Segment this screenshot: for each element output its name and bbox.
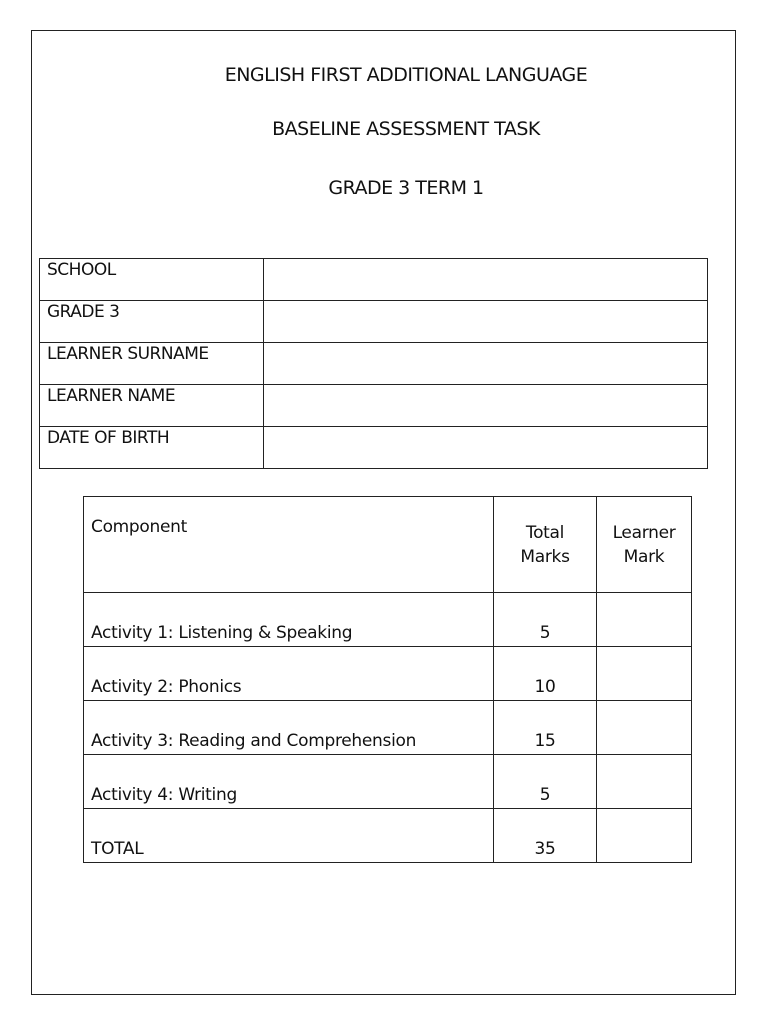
learner-name-field[interactable] bbox=[264, 385, 708, 427]
learner-info-row-grade bbox=[40, 301, 708, 343]
activity-1-learner-mark[interactable] bbox=[597, 593, 692, 647]
activity-2-total: 10 bbox=[494, 647, 597, 701]
date-of-birth-label: DATE OF BIRTH bbox=[40, 427, 264, 469]
marks-table bbox=[83, 496, 692, 863]
activity-2-learner-mark[interactable] bbox=[597, 647, 692, 701]
activity-1-total: 5 bbox=[494, 593, 597, 647]
grade-term: GRADE 3 TERM 1 bbox=[328, 177, 484, 199]
grade-field[interactable] bbox=[264, 301, 708, 343]
activity-4-learner-mark[interactable] bbox=[597, 755, 692, 809]
school-label: SCHOOL bbox=[40, 259, 264, 301]
total-learner-mark[interactable] bbox=[597, 809, 692, 863]
activity-3-learner-mark[interactable] bbox=[597, 701, 692, 755]
marks-header-row bbox=[84, 497, 692, 593]
table-row bbox=[84, 647, 692, 701]
activity-2-component: Activity 2: Phonics bbox=[84, 647, 494, 701]
learner-info-row-dob bbox=[40, 427, 708, 469]
learner-name-label: LEARNER NAME bbox=[40, 385, 264, 427]
date-of-birth-field[interactable] bbox=[264, 427, 708, 469]
learner-info-row-school bbox=[40, 259, 708, 301]
total-marks-header bbox=[494, 497, 597, 593]
component-header: Component bbox=[84, 497, 494, 593]
school-field[interactable] bbox=[264, 259, 708, 301]
table-row bbox=[84, 593, 692, 647]
activity-4-component: Activity 4: Writing bbox=[84, 755, 494, 809]
total-marks-header-line1: Total bbox=[525, 522, 565, 543]
total-label: TOTAL bbox=[84, 809, 494, 863]
learner-mark-header-line2: Mark bbox=[623, 546, 665, 567]
document-subtitle: BASELINE ASSESSMENT TASK bbox=[272, 118, 540, 140]
learner-info-row-name bbox=[40, 385, 708, 427]
learner-info-row-surname bbox=[40, 343, 708, 385]
activity-1-component: Activity 1: Listening & Speaking bbox=[84, 593, 494, 647]
learner-mark-header bbox=[597, 497, 692, 593]
total-marks-header-line2: Marks bbox=[520, 546, 570, 567]
table-row bbox=[84, 755, 692, 809]
total-row bbox=[84, 809, 692, 863]
document-title: ENGLISH FIRST ADDITIONAL LANGUAGE bbox=[224, 64, 588, 86]
activity-4-total: 5 bbox=[494, 755, 597, 809]
grade-label: GRADE 3 bbox=[40, 301, 264, 343]
activity-3-component: Activity 3: Reading and Comprehension bbox=[84, 701, 494, 755]
table-row bbox=[84, 701, 692, 755]
learner-surname-label: LEARNER SURNAME bbox=[40, 343, 264, 385]
total-marks-value: 35 bbox=[494, 809, 597, 863]
learner-mark-header-line1: Learner bbox=[612, 522, 676, 543]
learner-info-table bbox=[39, 258, 708, 469]
activity-3-total: 15 bbox=[494, 701, 597, 755]
learner-surname-field[interactable] bbox=[264, 343, 708, 385]
